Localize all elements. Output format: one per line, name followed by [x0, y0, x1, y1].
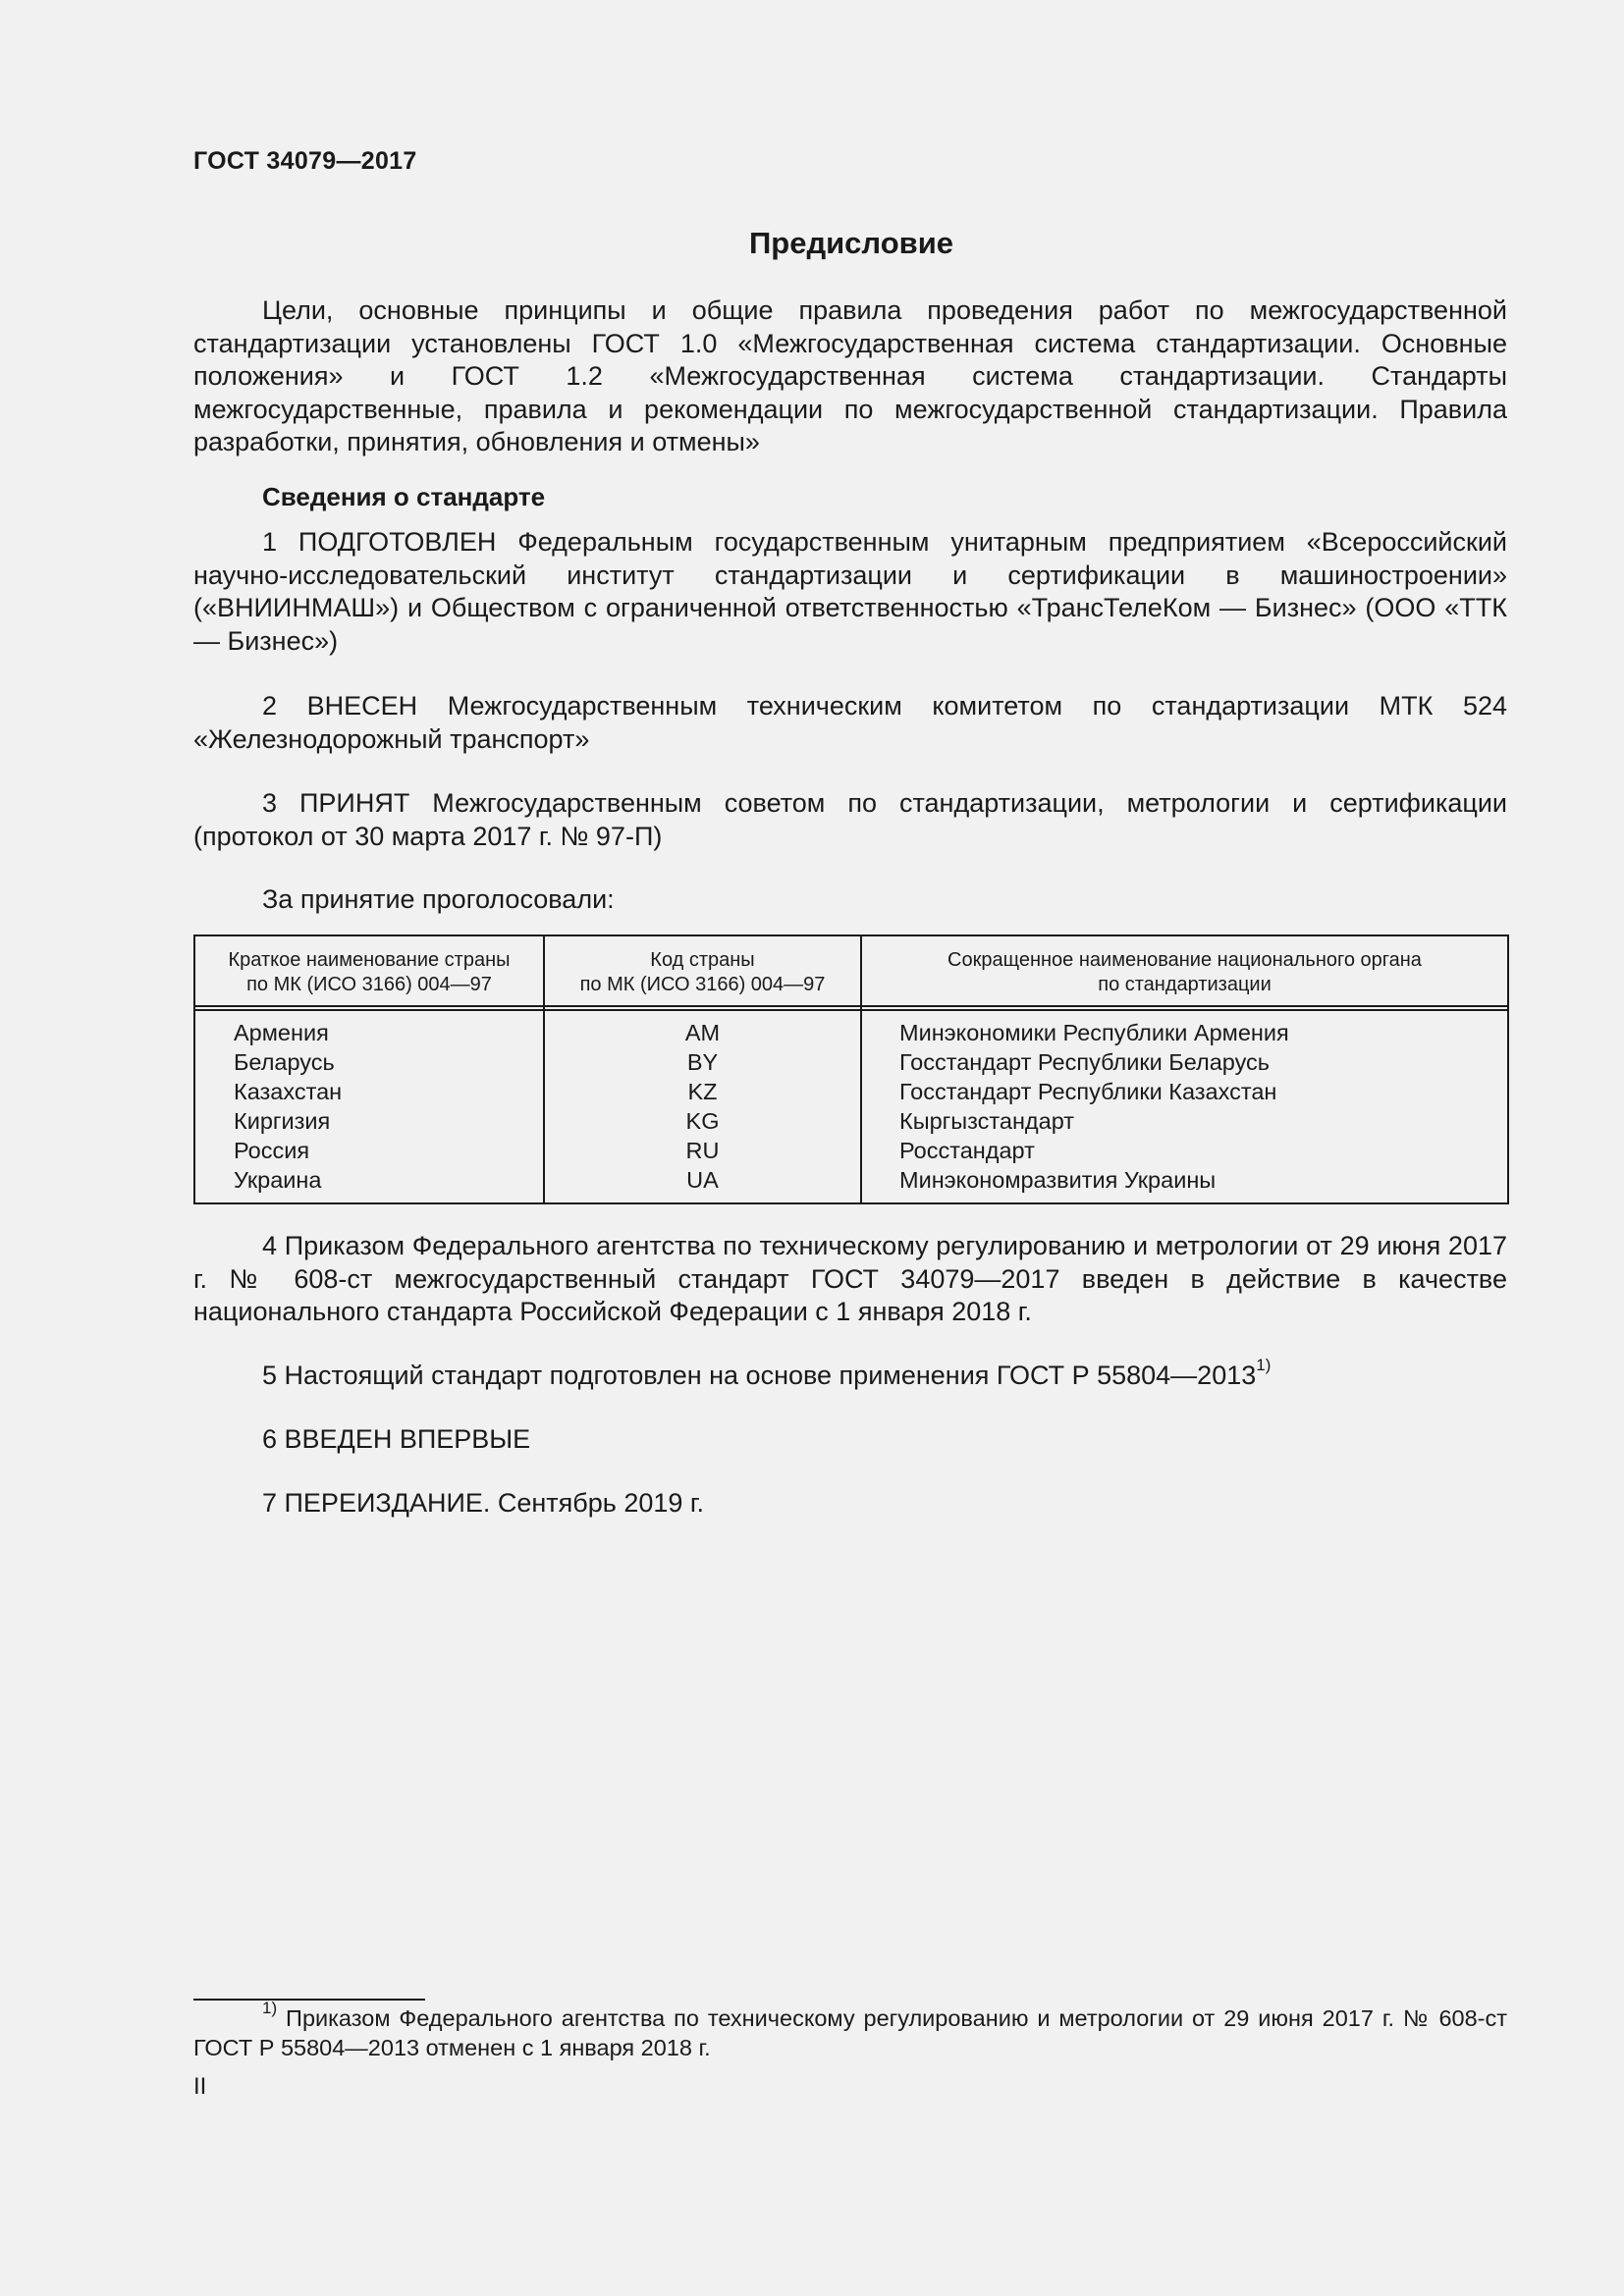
page-title: Предисловие	[748, 226, 953, 260]
table-header-code: Код страны по МК (ИСО 3166) 004—97	[579, 949, 826, 995]
table-column-authority	[899, 1018, 1289, 1195]
item-2-paragraph: 2 ВНЕСЕН Межгосударственным техническим комитетом по стандартизации МТК 524 «Железнодорожный транспорт»	[193, 691, 1507, 754]
countries-table	[193, 934, 1509, 1204]
table-cell: AM	[684, 1020, 721, 1045]
voted-label: За принятие проголосовали:	[262, 884, 615, 914]
item-4-paragraph: 4 Приказом Федерального агентства по техническому регулированию и метрологии от 29 июня 2017 г. № 608-ст межгосударственный стандарт ГОСТ 34079—2017 введен в действие в качестве национального стандарта Российской Федерации с 1 января 2018 г.	[193, 1231, 1507, 1326]
section-heading: Сведения о стандарте	[262, 482, 546, 511]
intro-paragraph: Цели, основные принципы и общие правила проведения работ по межгосударственной стандартизации установлены ГОСТ 1.0 «Межгосударственная система стандартизации. Основные положения» и ГОСТ 1.2 «Межгосударственная система стандартизации. Стандарты межгосударственные, правила и рекомендации по межгосударственной стандартизации. Правила разработки, принятия, обновления и отмены»	[193, 295, 1507, 456]
footnote-divider	[193, 1999, 425, 2001]
item-6-paragraph: 6 ВВЕДЕН ВПЕРВЫЕ	[262, 1424, 531, 1454]
table-column-code	[545, 1018, 860, 1195]
table-header-authority: Сокращенное наименование национального органа по стандартизации	[947, 949, 1422, 995]
table-cell: KG	[685, 1108, 720, 1134]
table-cell: Беларусь	[234, 1049, 335, 1075]
table-cell: BY	[686, 1049, 719, 1075]
footnote-ref[interactable]: 1)	[1256, 1356, 1272, 1374]
item-5-paragraph: 5 Настоящий стандарт подготовлен на основе применения ГОСТ Р 55804—2013$^{1)}$	[262, 1356, 1272, 1390]
document-id: ГОСТ 34079—2017	[193, 147, 417, 175]
table-cell: KZ	[687, 1079, 718, 1104]
table-cell: RU	[685, 1138, 720, 1163]
table-cell: Минэкономразвития Украины	[899, 1167, 1217, 1193]
table-cell: Минэкономики Республики Армения	[899, 1020, 1289, 1045]
table-cell: Казахстан	[234, 1079, 343, 1104]
footnote: $^{1)}$ Приказом Федерального агентства по техническому регулированию и метрологии от 29 июня 2017 г. № 608-ст ГОСТ Р 55804—2013 отменен с 1 января 2018 г.	[193, 1999, 1508, 2060]
table-cell: Киргизия	[234, 1108, 331, 1134]
table-cell: Росстандарт	[899, 1138, 1035, 1163]
item-7-paragraph: 7 ПЕРЕИЗДАНИЕ. Сентябрь 2019 г.	[262, 1488, 704, 1518]
table-cell: Госстандарт Республики Казахстан	[899, 1079, 1277, 1104]
table-cell: Госстандарт Республики Беларусь	[899, 1049, 1271, 1075]
table-column-country	[234, 1018, 342, 1195]
item-3-paragraph: 3 ПРИНЯТ Межгосударственным советом по стандартизации, метрологии и сертификации (протокол от 30 марта 2017 г. № 97-П)	[193, 788, 1507, 851]
table-cell: UA	[686, 1167, 719, 1193]
item-1-paragraph: 1 ПОДГОТОВЛЕН Федеральным государственным унитарным предприятием «Всероссийский научно-исследовательский институт стандартизации и сертификации в машиностроении» («ВНИИНМАШ») и Обществом с ограниченной ответственностью «ТрансТелеКом — Бизнес» (ООО «ТТК — Бизнес»)	[193, 527, 1507, 656]
table-cell: Армения	[234, 1020, 329, 1045]
table-header-country: Краткое наименование страны по МК (ИСО 3166) 004—97	[228, 949, 511, 995]
page-number: II	[193, 2073, 207, 2100]
table-cell: Кыргызстандарт	[899, 1108, 1075, 1134]
table-cell: Украина	[234, 1167, 322, 1193]
footnote-marker: 1)	[262, 1999, 278, 2018]
table-cell: Россия	[234, 1138, 310, 1163]
